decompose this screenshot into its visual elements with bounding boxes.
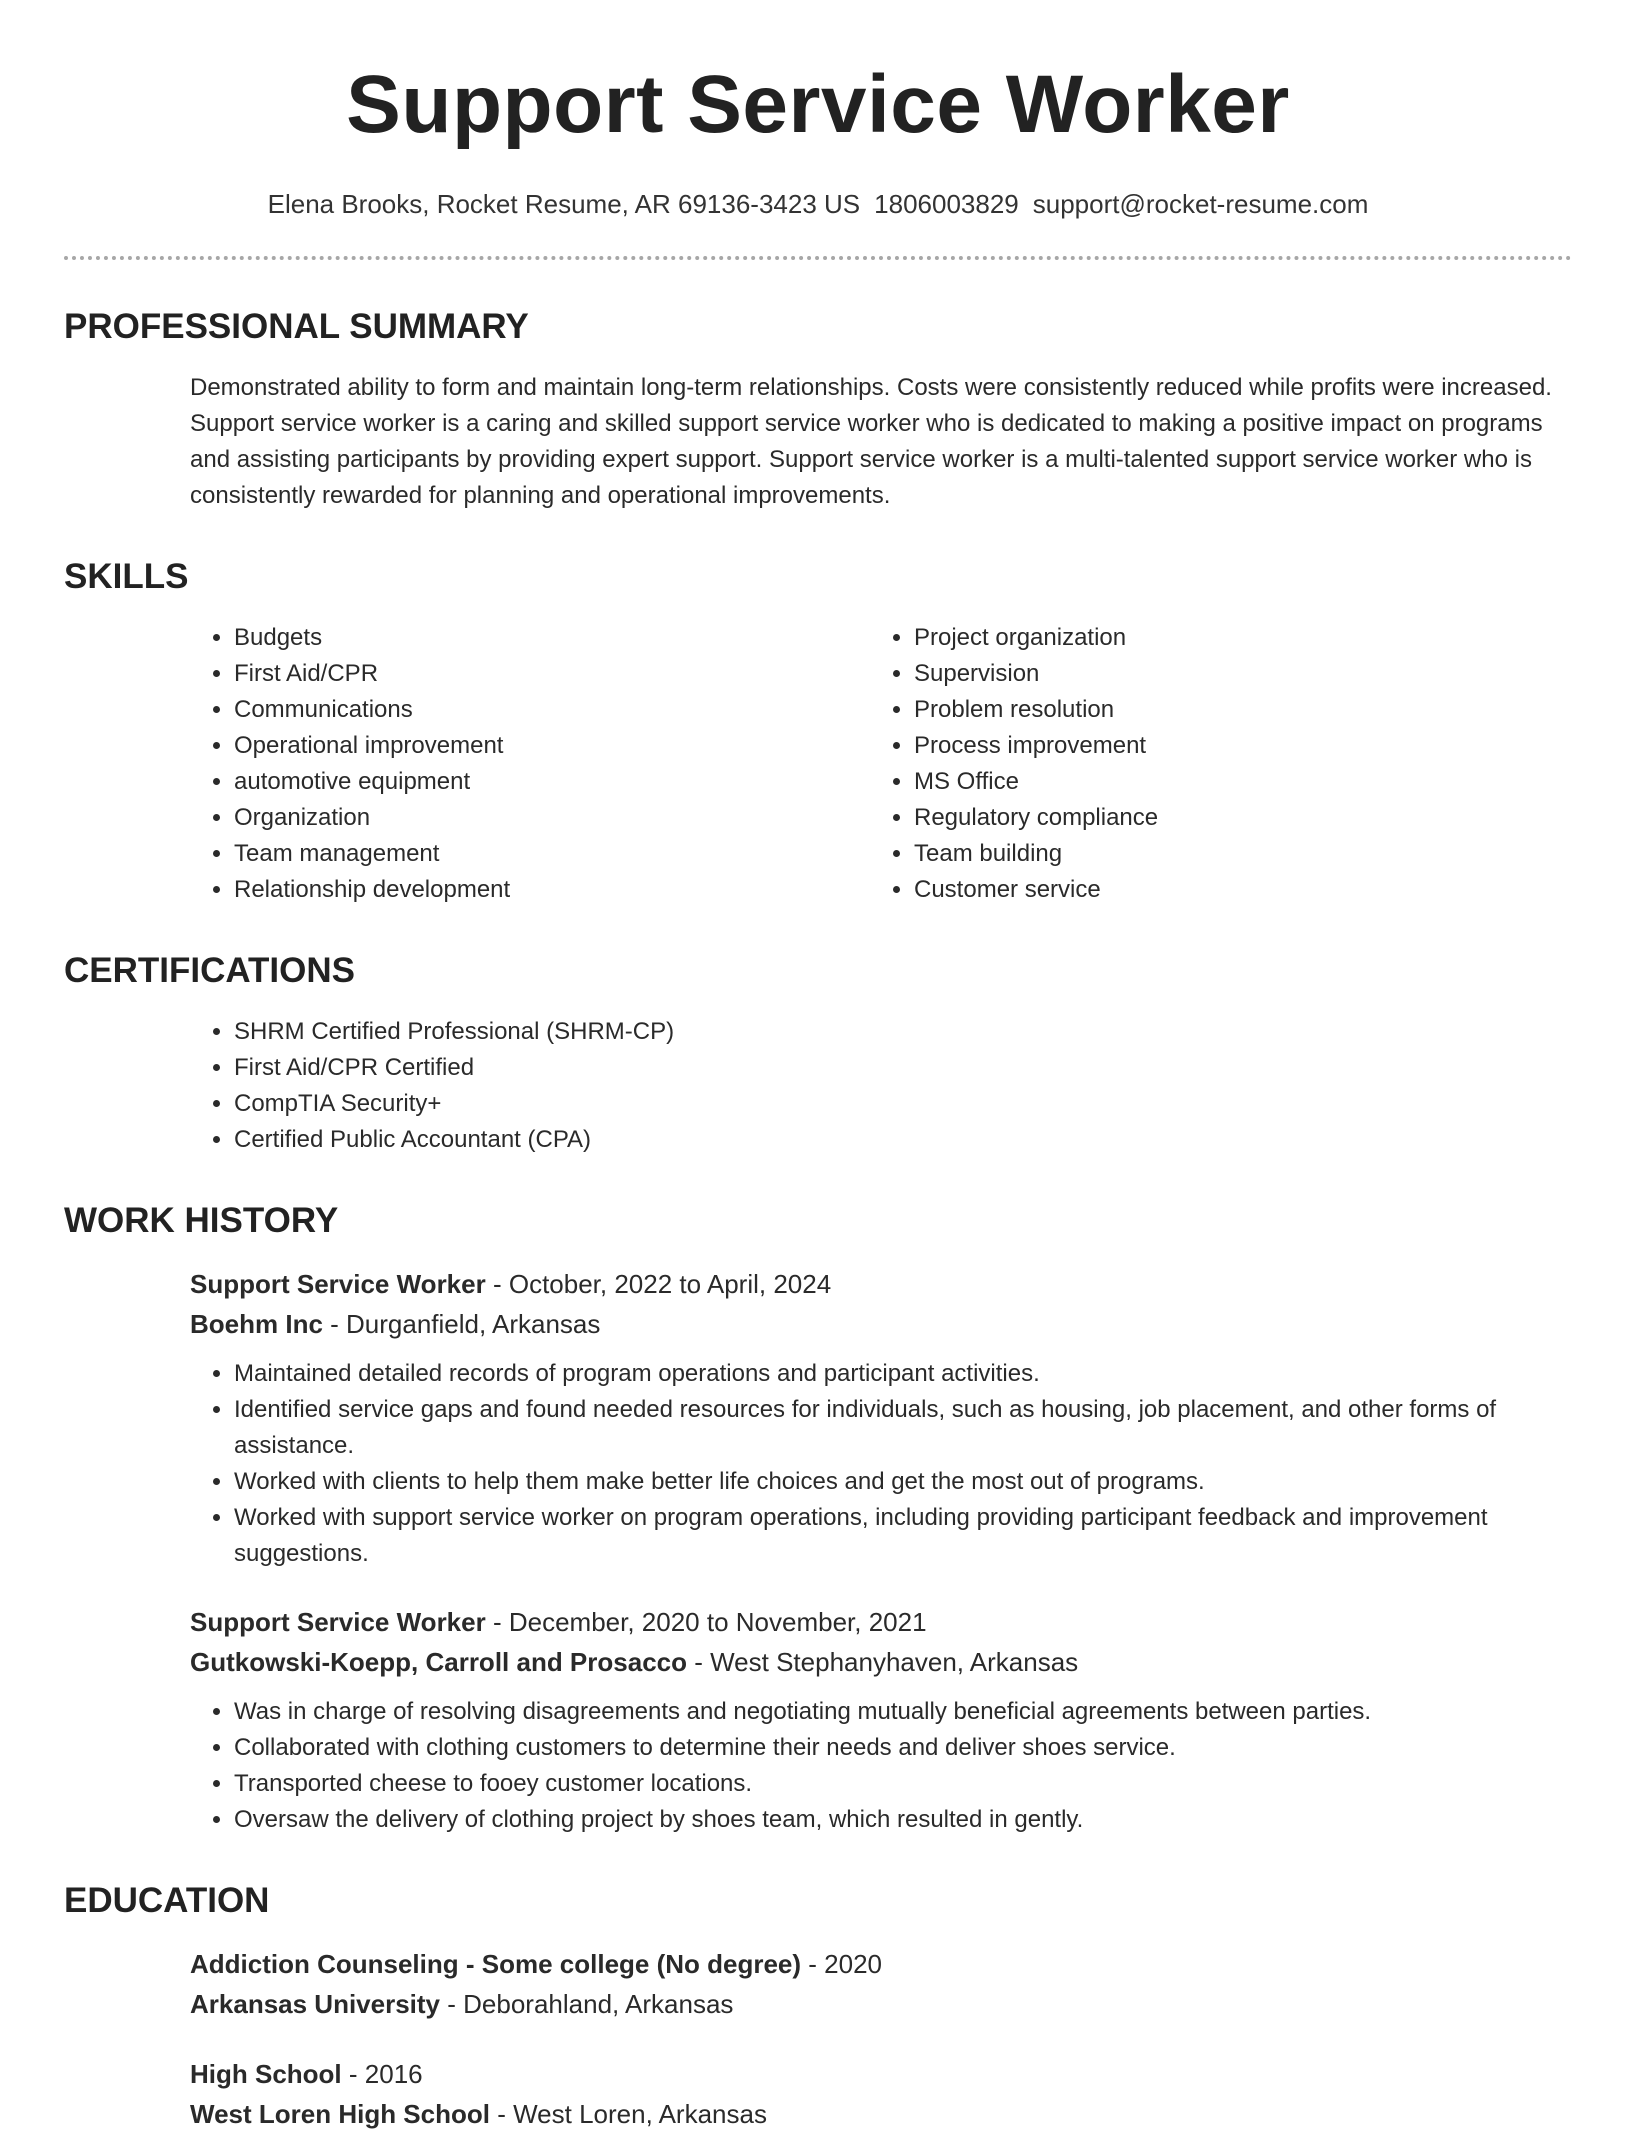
skill-item: • Operational improvement [234,728,870,764]
job-duty: • Transported cheese to fooey customer locations. [234,1766,1572,1802]
skill-item: • Organization [234,800,870,836]
skills-list-left [190,620,870,908]
job-company-line [190,1304,1572,1344]
skill-item: • Project organization [914,620,1550,656]
skill-item: • Team building [914,836,1550,872]
summary-heading: PROFESSIONAL SUMMARY [64,307,529,346]
education-degree-line [190,2054,1572,2094]
job-duty: • Identified service gaps and found needed resources for individuals, such as housing, job placement, and other forms of assistance. [234,1392,1572,1464]
education-degree-line [190,1944,1572,1984]
summary-text: Demonstrated ability to form and maintain long-term relationships. Costs were consistently reduced while profits were increased. Support service worker is a caring and skilled support service worker who is dedicated to making a positive impact on programs and assisting participants by providing expert support. Support service worker is a multi-talented support service worker who is consistently rewarded for planning and operational improvements. [190,374,1552,509]
education-year: - 2020 [801,1949,883,1979]
job-company-line [190,1642,1572,1682]
job-location: - Durganfield, Arkansas [322,1309,601,1339]
certification-item: • CompTIA Security+ [234,1086,1572,1122]
job-duty: • Was in charge of resolving disagreements and negotiating mutually beneficial agreements between parties. [234,1694,1572,1730]
skill-item: • Supervision [914,656,1550,692]
skill-item: • Relationship development [234,872,870,908]
job-duty: • Oversaw the delivery of clothing project by shoes team, which resulted in gently. [234,1802,1572,1838]
resume-page [64,50,1572,2134]
education-location: - West Loren, Arkansas [489,2099,767,2129]
skill-item: • Customer service [914,872,1550,908]
certification-item: • SHRM Certified Professional (SHRM-CP) [234,1014,1572,1050]
education-heading: EDUCATION [64,1881,270,1920]
certifications-list [190,1014,1572,1158]
job-entry [190,1264,1572,1572]
education-school-line [190,2094,1572,2134]
skill-item: • Regulatory compliance [914,800,1550,836]
skills-heading: SKILLS [64,557,189,596]
skill-item: • Problem resolution [914,692,1550,728]
summary-section [64,306,1572,514]
education-school: Arkansas University [190,1989,441,2019]
skill-item: • Team management [234,836,870,872]
contact-line [64,186,1572,222]
skills-section [64,556,1572,908]
job-location: - West Stephanyhaven, Arkansas [687,1647,1079,1677]
job-title: Support Service Worker [190,1269,486,1299]
certification-item: • First Aid/CPR Certified [234,1050,1572,1086]
certifications-heading: CERTIFICATIONS [64,951,356,990]
skill-item: • Communications [234,692,870,728]
education-entry [190,2054,1572,2134]
skills-list-right [870,620,1550,908]
education-degree: High School [190,2059,342,2089]
education-school: West Loren High School [190,2099,490,2129]
job-duty: • Maintained detailed records of program operations and participant activities. [234,1356,1572,1392]
job-title: Support Service Worker [190,1607,486,1637]
job-title-line [190,1602,1572,1642]
work-history-section [64,1200,1572,1838]
job-duties-list [190,1694,1572,1838]
education-location: - Deborahland, Arkansas [440,1989,734,2019]
skill-item: • Budgets [234,620,870,656]
job-title-line [190,1264,1572,1304]
education-year: - 2016 [341,2059,423,2089]
contact-phone: 1806003829 [874,189,1019,219]
job-duty: • Worked with clients to help them make better life choices and get the most out of programs. [234,1464,1572,1500]
job-duties-list [190,1356,1572,1572]
job-company: Gutkowski-Koepp, Carroll and Prosacco [190,1647,687,1677]
job-company: Boehm Inc [190,1309,323,1339]
work-history-heading: WORK HISTORY [64,1201,339,1240]
skill-item: • Process improvement [914,728,1550,764]
certification-item: • Certified Public Accountant (CPA) [234,1122,1572,1158]
education-degree: Addiction Counseling - Some college (No degree) [190,1949,802,1979]
job-duty: • Worked with support service worker on program operations, including providing participant feedback and improvement suggestions. [234,1500,1572,1572]
skill-item: • MS Office [914,764,1550,800]
skill-item: • First Aid/CPR [234,656,870,692]
contact-address: Elena Brooks, Rocket Resume, AR 69136-3423 US [267,189,861,219]
job-duty: • Collaborated with clothing customers to determine their needs and deliver shoes service. [234,1730,1572,1766]
resume-title: Support Service Worker [346,59,1290,150]
header-divider [64,256,1572,260]
job-entry [190,1602,1572,1838]
education-section [64,1880,1572,2134]
education-entry [190,1944,1572,2024]
contact-email: support@rocket-resume.com [1032,189,1369,219]
education-school-line [190,1984,1572,2024]
job-dates: - December, 2020 to November, 2021 [485,1607,927,1637]
certifications-section [64,950,1572,1158]
skill-item: • automotive equipment [234,764,870,800]
job-dates: - October, 2022 to April, 2024 [485,1269,832,1299]
